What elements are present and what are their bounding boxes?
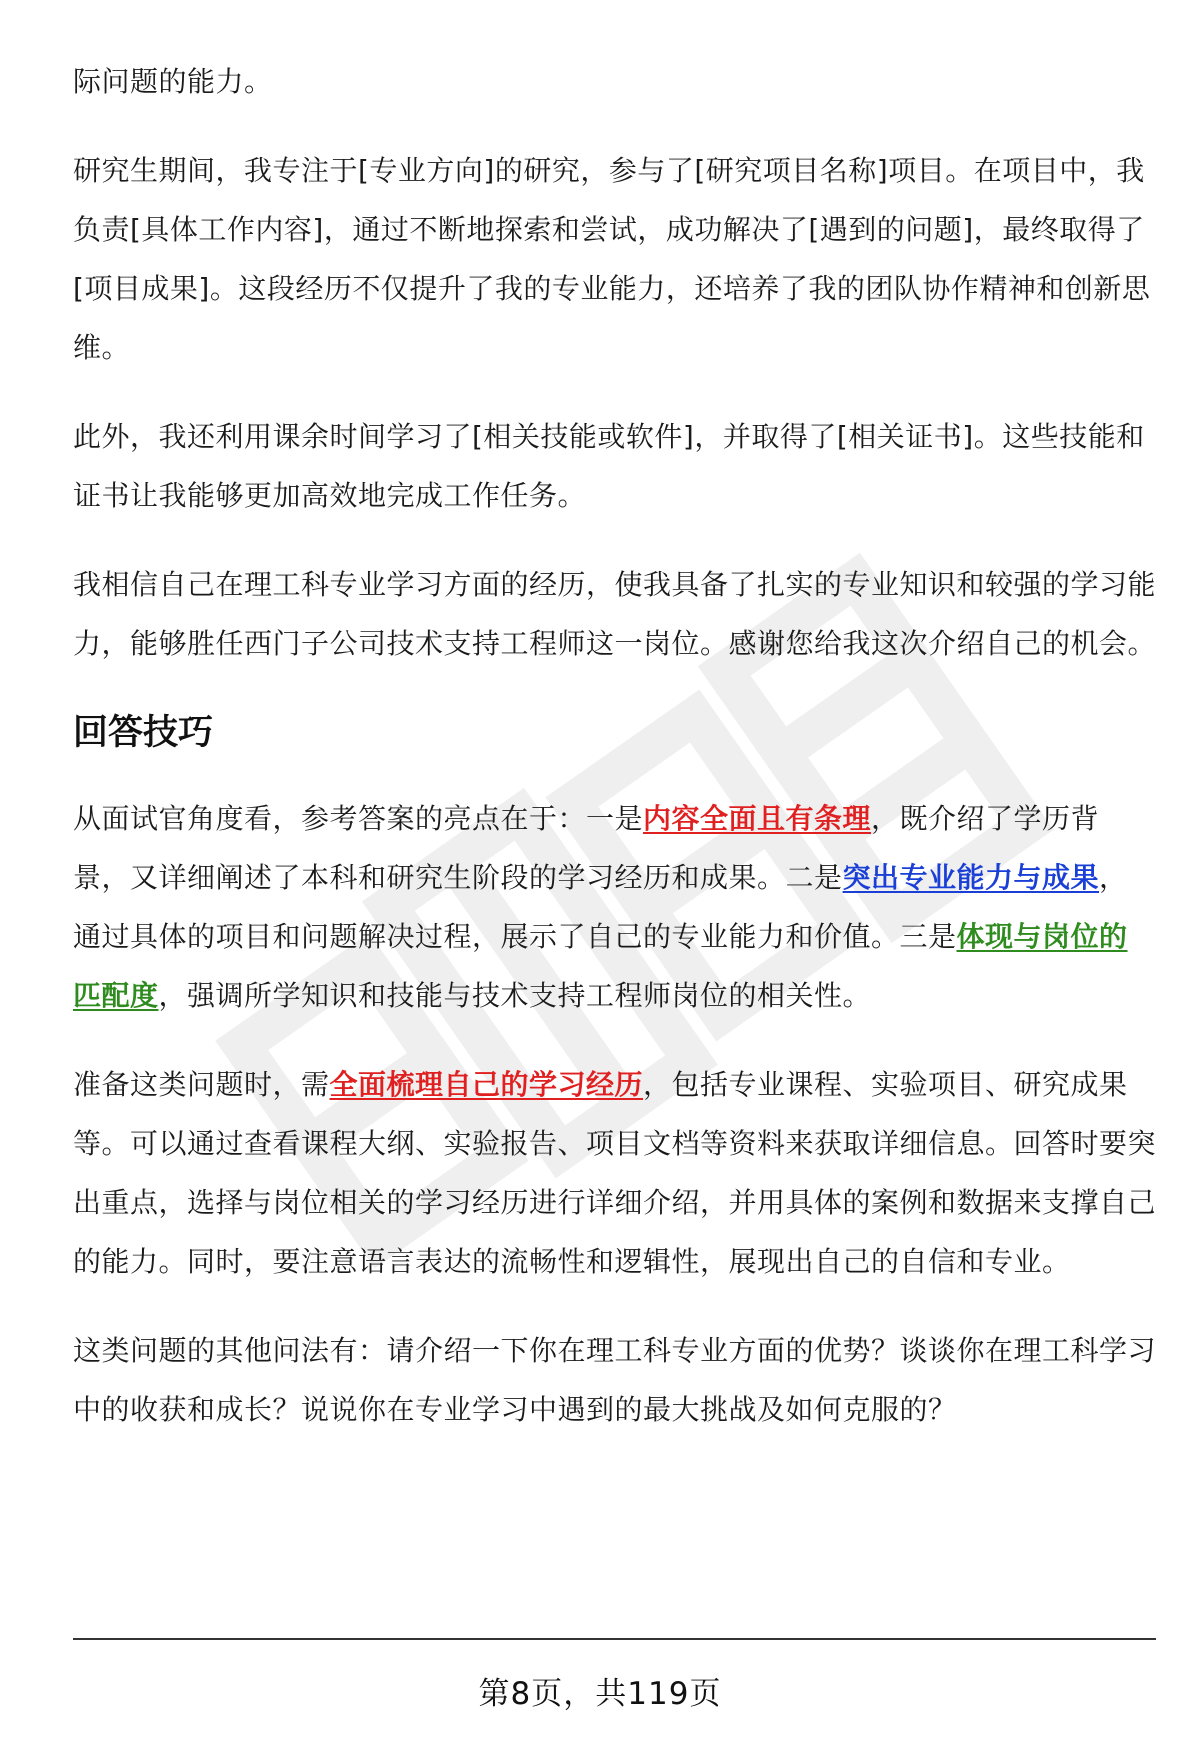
paragraph-preparation xyxy=(73,1055,1156,1291)
preparation-text-1: 准备这类问题时，需 xyxy=(73,1068,330,1101)
document-page xyxy=(73,52,1156,1469)
paragraph-graduate-study: 研究生期间，我专注于[专业方向]的研究，参与了[研究项目名称]项目。在项目中，我负责[具体工作内容]，通过不断地探索和尝试，成功解决了[遇到的问题]，最终取得了[项目成果]。这段经历不仅提升了我的专业能力，还培养了我的团队协作精神和创新思维。 xyxy=(73,154,1151,364)
highlights-text-1: 从面试官角度看，参考答案的亮点在于：一是 xyxy=(73,802,644,835)
highlights-text-2: ，既介绍了学历背景，又详细阐述了本科和研究生阶段的学习经历和成果。二是 xyxy=(73,802,1100,894)
highlight-red-1: 内容全面且有条理 xyxy=(643,802,872,835)
paragraph-extra-skills: 此外，我还利用课余时间学习了[相关技能或软件]，并取得了[相关证书]。这些技能和证书让我能够更加高效地完成工作任务。 xyxy=(73,420,1145,512)
highlights-text-4: ，强调所学知识和技能与技术支持工程师岗位的相关性。 xyxy=(158,979,872,1012)
paragraph-continuation: 际问题的能力。 xyxy=(73,65,273,98)
preparation-text-2: ，包括专业课程、实验项目、研究成果等。可以通过查看课程大纲、实验报告、项目文档等资料来获取详细信息。回答时要突出重点，选择与岗位相关的学习经历进行详细介绍，并用具体的案例和数据来支撑自己的能力。同时，要注意语言表达的流畅性和逻辑性，展现出自己的自信和专业。 xyxy=(73,1068,1157,1278)
page-number: 第8页，共119页 xyxy=(478,1676,722,1712)
highlights-text-3: ，通过具体的项目和问题解决过程，展示了自己的专业能力和价值。三是 xyxy=(73,861,1128,953)
paragraph-alternatives: 这类问题的其他问法有：请介绍一下你在理工科专业方面的优势？谈谈你在理工科学习中的收获和成长？说说你在专业学习中遇到的最大挑战及如何克服的？ xyxy=(73,1334,1157,1426)
paragraph-conclusion: 我相信自己在理工科专业学习方面的经历，使我具备了扎实的专业知识和较强的学习能力，能够胜任西门子公司技术支持工程师这一岗位。感谢您给我这次介绍自己的机会。 xyxy=(73,568,1157,660)
footer-divider xyxy=(73,1638,1156,1640)
highlight-green: 体现与岗位的匹配度 xyxy=(73,920,1128,1012)
paragraph-highlights xyxy=(73,789,1156,1025)
section-heading: 回答技巧 xyxy=(73,713,214,753)
highlight-red-2: 全面梳理自己的学习经历 xyxy=(329,1068,644,1101)
highlight-blue: 突出专业能力与成果 xyxy=(842,861,1100,894)
